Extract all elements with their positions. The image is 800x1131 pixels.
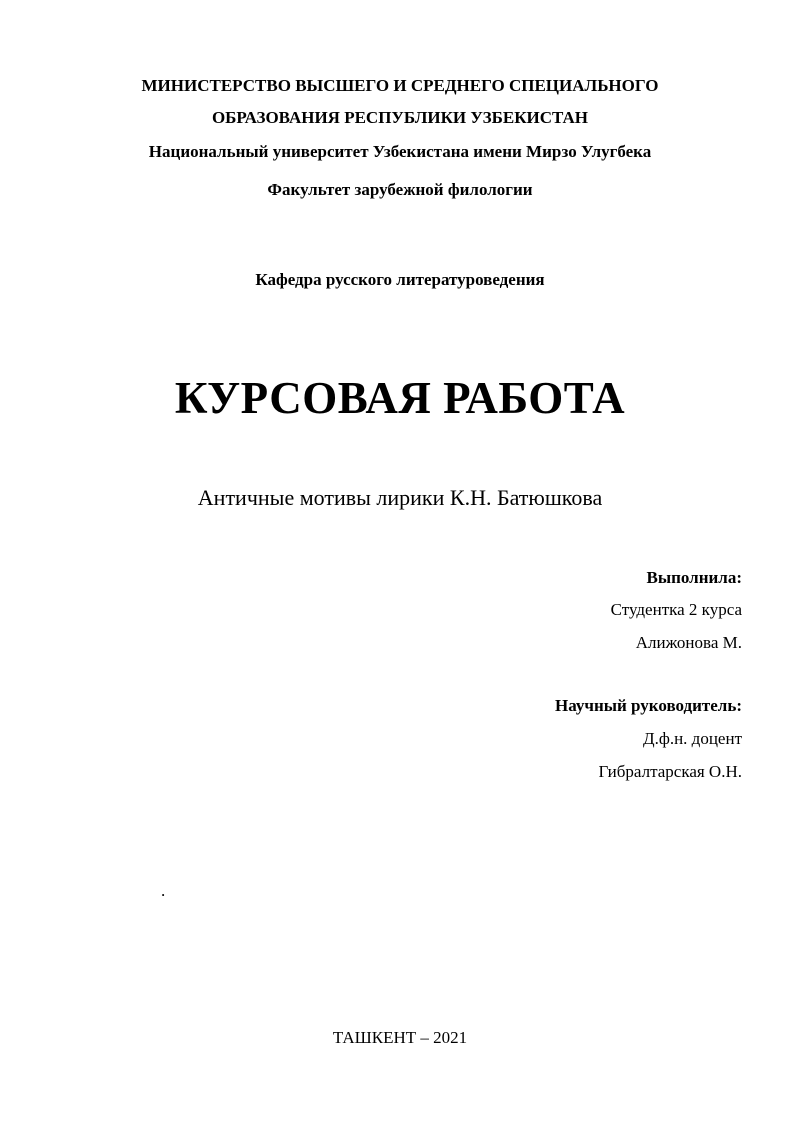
supervisor-name: Гибралтарская О.Н. [598,762,742,781]
department-name: Кафедра русского литературоведения [255,270,545,289]
author-name: Алижонова М. [635,633,742,652]
supervisor-label: Научный руководитель: [555,696,742,715]
ministry-line-2: ОБРАЗОВАНИЯ РЕСПУБЛИКИ УЗБЕКИСТАН [211,108,589,127]
ministry-line-1: МИНИСТЕРСТВО ВЫСШЕГО И СРЕДНЕГО СПЕЦИАЛЬНОГО [141,76,659,95]
stray-dot: . [161,881,166,900]
document-title: КУРСОВАЯ РАБОТА [174,373,626,423]
author-course: Студентка 2 курса [610,600,742,619]
author-label: Выполнила: [646,568,742,587]
faculty-name: Факультет зарубежной филологии [267,180,533,199]
university-name: Национальный университет Узбекистана имени Мирзо Улугбека [148,142,652,161]
city-year-footer: ТАШКЕНТ – 2021 [332,1028,468,1047]
document-topic: Античные мотивы лирики К.Н. Батюшкова [197,485,603,510]
supervisor-degree: Д.ф.н. доцент [642,729,742,748]
